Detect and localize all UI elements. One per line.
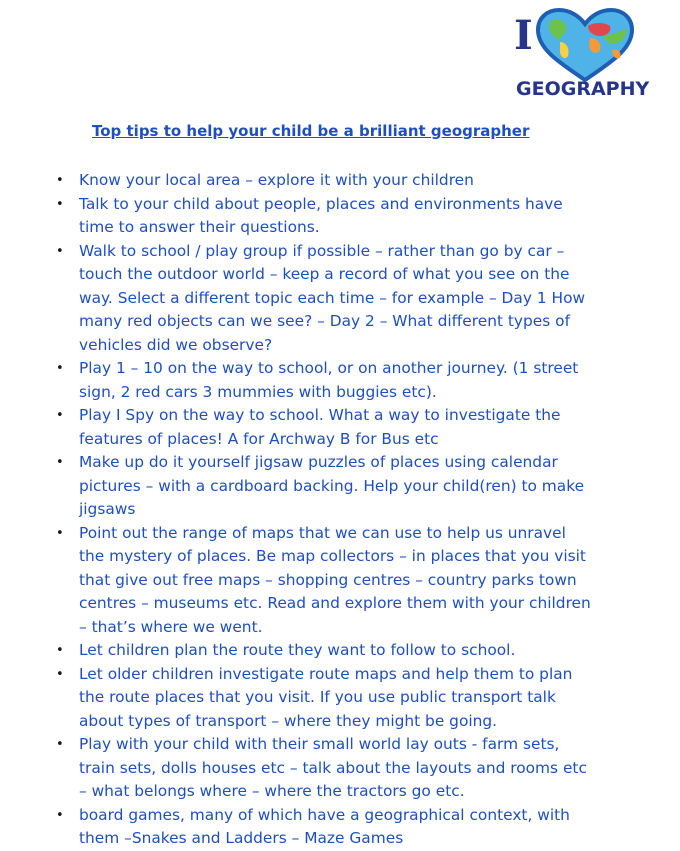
list-item	[53, 357, 593, 404]
tip-text: Know your local area – explore it with your children	[79, 171, 474, 189]
tip-text: Walk to school / play group if possible – rather than go by car – touch the outdoor world – keep a record of what you see on the way. Select a different topic each time – for example – Day 1 How many red objects can we see? – Day 2 – What different types of vehicles did we observe?	[79, 241, 586, 354]
logo-wordmark: GEOGRAPHY	[516, 78, 650, 100]
tip-text: board games, many of which have a geographical context, with them –Snakes and Ladders – Maze Games	[79, 805, 570, 847]
bullet-icon: •	[56, 243, 64, 259]
list-item	[53, 733, 593, 804]
tip-text: Talk to your child about people, places and environments have time to answer their questions.	[79, 194, 563, 236]
list-item	[53, 522, 593, 640]
list-item	[53, 193, 593, 240]
tip-text: Play 1 – 10 on the way to school, or on another journey. (1 street sign, 2 red cars 3 mummies with buggies etc).	[79, 359, 579, 401]
tip-text: Make up do it yourself jigsaw puzzles of places using calendar pictures – with a cardboard backing. Help your child(ren) to make jigsaws	[79, 453, 585, 518]
list-item	[53, 804, 593, 851]
list-item	[53, 404, 593, 451]
logo-i-letter: I	[514, 12, 533, 59]
list-item	[53, 240, 593, 358]
tip-text: Play with your child with their small world lay outs - farm sets, train sets, dolls houses etc – talk about the layouts and rooms etc – what belongs where – where the tractors go etc.	[79, 735, 587, 800]
tips-list	[53, 169, 593, 851]
bullet-icon: •	[56, 525, 64, 541]
bullet-icon: •	[56, 361, 64, 376]
bullet-icon: •	[56, 643, 64, 658]
bullet-icon: •	[56, 408, 64, 423]
bullet-icon: •	[56, 455, 64, 470]
world-map-heart-icon	[532, 6, 638, 84]
list-item	[53, 639, 593, 663]
tip-text: Let children plan the route they want to follow to school.	[79, 641, 516, 659]
tip-text: Play I Spy on the way to school. What a way to investigate the features of places! A for Archway B for Bus etc	[79, 406, 561, 448]
list-item	[53, 169, 593, 193]
list-item	[53, 663, 593, 734]
tip-text: Let older children investigate route maps and help them to plan the route places that you visit. If you use public transport talk about types of transport – where they might be going.	[79, 664, 573, 730]
bullet-icon: •	[56, 807, 64, 823]
page-title: Top tips to help your child be a brilliant geographer	[92, 122, 530, 140]
bullet-icon: •	[56, 196, 64, 212]
list-item	[53, 451, 593, 522]
bullet-icon: •	[56, 666, 64, 682]
geography-logo	[510, 6, 650, 106]
bullet-icon: •	[56, 737, 64, 752]
tip-text: Point out the range of maps that we can use to help us unravel the mystery of places. Be map collectors – in places that you visit that give out free maps – shopping centres – country parks town centres – museums etc. Read and explore them with your children – that’s where we went.	[79, 523, 591, 636]
bullet-icon: •	[56, 173, 64, 188]
